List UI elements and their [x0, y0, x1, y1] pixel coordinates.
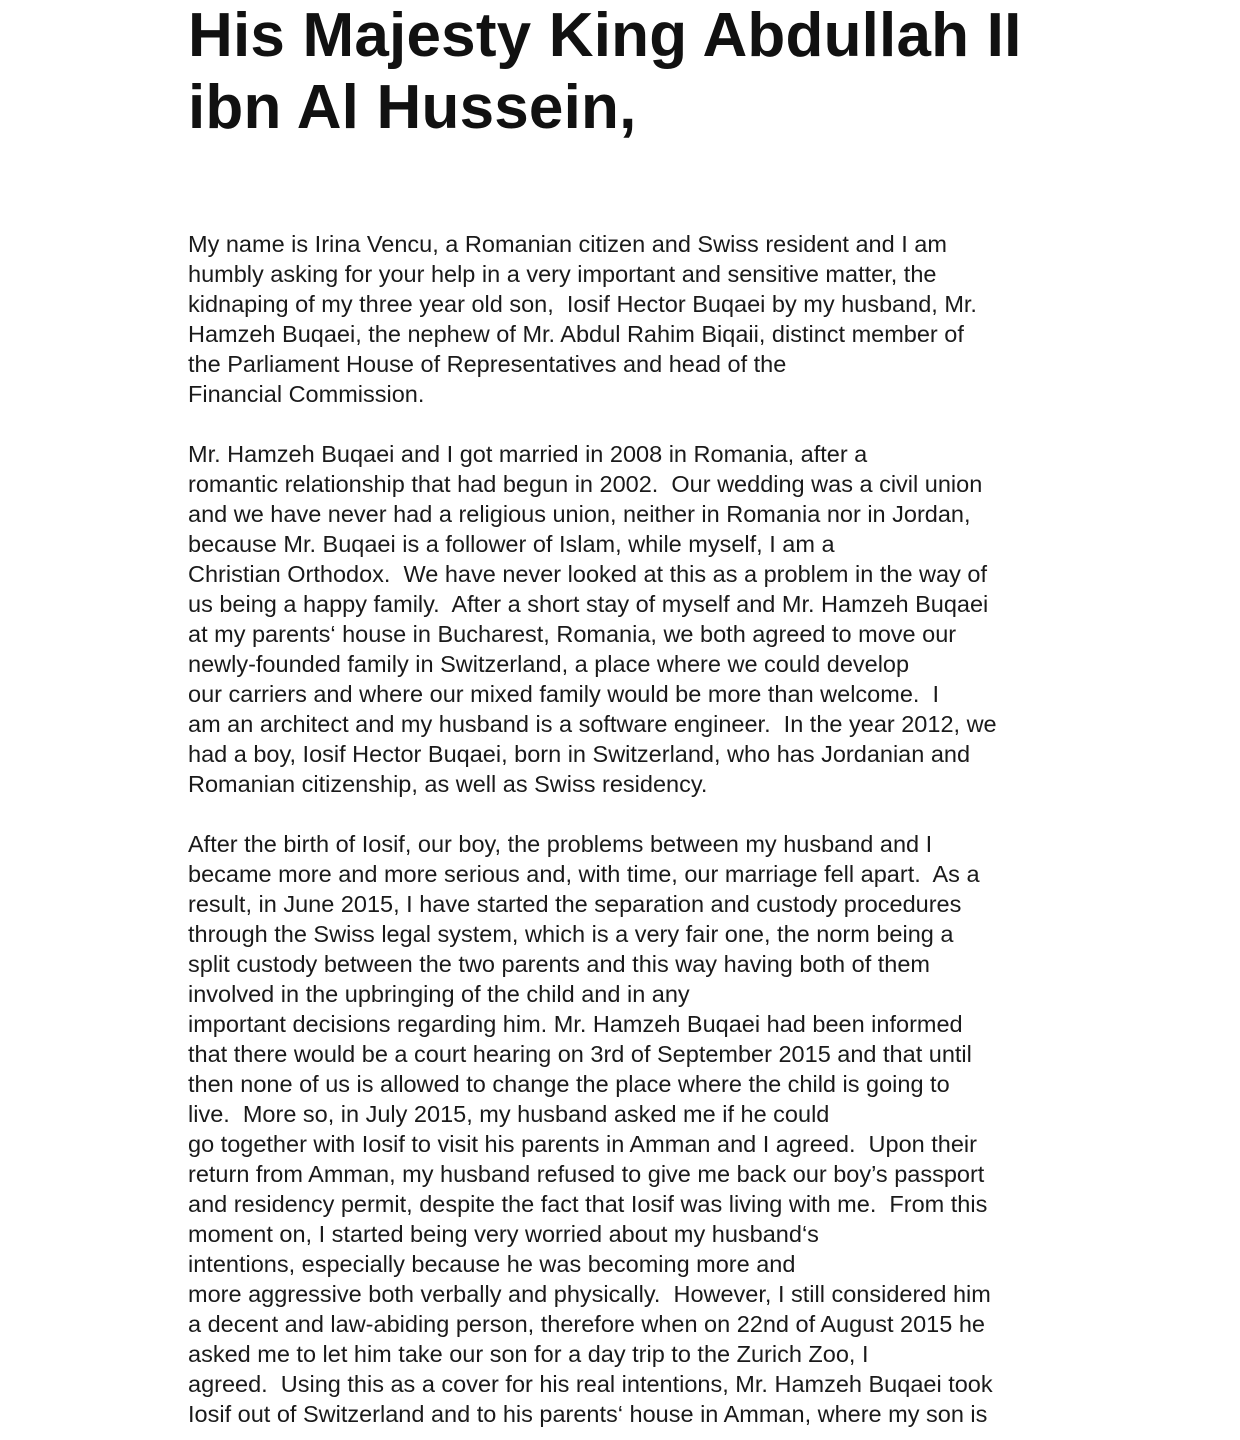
paragraph-line: Romanian citizenship, as well as Swiss residency. — [188, 771, 708, 797]
paragraph-line: return from Amman, my husband refused to give me back our boy’s passport — [188, 1161, 985, 1187]
paragraph-line: a decent and law-abiding person, therefore when on 22nd of August 2015 he — [188, 1311, 985, 1337]
paragraph-line: Iosif out of Switzerland and to his parents‘ house in Amman, where my son is — [188, 1401, 988, 1427]
paragraph-line: humbly asking for your help in a very important and sensitive matter, the — [188, 261, 937, 287]
paragraph-line: more aggressive both verbally and physically. However, I still considered him — [188, 1281, 991, 1307]
paragraph-line: go together with Iosif to visit his parents in Amman and I agreed. Upon their — [188, 1131, 977, 1157]
paragraph-line: and we have never had a religious union, neither in Romania nor in Jordan, — [188, 501, 971, 527]
paragraph-line: Financial Commission. — [188, 381, 425, 407]
paragraph-line: moment on, I started being very worried about my husband‘s — [188, 1221, 819, 1247]
paragraph-line: important decisions regarding him. Mr. Hamzeh Buqaei had been informed — [188, 1011, 963, 1037]
paragraph-line: and residency permit, despite the fact that Iosif was living with me. From this — [188, 1191, 988, 1217]
title-line: ibn Al Hussein, — [188, 73, 637, 142]
paragraph-line: through the Swiss legal system, which is a very fair one, the norm being a — [188, 921, 954, 947]
letter-body — [188, 229, 997, 1429]
paragraph — [188, 439, 997, 799]
paragraph-line: split custody between the two parents and this way having both of them — [188, 951, 930, 977]
paragraph-line: then none of us is allowed to change the place where the child is going to — [188, 1071, 950, 1097]
paragraph-line: Hamzeh Buqaei, the nephew of Mr. Abdul Rahim Biqaii, distinct member of — [188, 321, 964, 347]
paragraph-line: romantic relationship that had begun in 2002. Our wedding was a civil union — [188, 471, 983, 497]
paragraph-line: asked me to let him take our son for a day trip to the Zurich Zoo, I — [188, 1341, 869, 1367]
paragraph-line: am an architect and my husband is a software engineer. In the year 2012, we — [188, 711, 997, 737]
paragraph — [188, 229, 997, 409]
paragraph-line: became more and more serious and, with time, our marriage fell apart. As a — [188, 861, 980, 887]
paragraph-line: My name is Irina Vencu, a Romanian citizen and Swiss resident and I am — [188, 231, 947, 257]
paragraph-line: Mr. Hamzeh Buqaei and I got married in 2008 in Romania, after a — [188, 441, 868, 467]
letter-title — [188, 0, 1022, 144]
paragraph-line: our carriers and where our mixed family would be more than welcome. I — [188, 681, 940, 707]
paragraph-line: kidnaping of my three year old son, Iosif Hector Buqaei by my husband, Mr. — [188, 291, 977, 317]
paragraph-gap — [188, 409, 997, 439]
paragraph-line: us being a happy family. After a short stay of myself and Mr. Hamzeh Buqaei — [188, 591, 989, 617]
paragraph-line: live. More so, in July 2015, my husband asked me if he could — [188, 1101, 830, 1127]
title-line: His Majesty King Abdullah II — [188, 1, 1022, 70]
paragraph-line: newly-founded family in Switzerland, a place where we could develop — [188, 651, 910, 677]
paragraph-gap — [188, 799, 997, 829]
paragraph-line: After the birth of Iosif, our boy, the problems between my husband and I — [188, 831, 933, 857]
paragraph-line: involved in the upbringing of the child and in any — [188, 981, 690, 1007]
paragraph-line: Christian Orthodox. We have never looked at this as a problem in the way of — [188, 561, 987, 587]
paragraph-line: the Parliament House of Representatives and head of the — [188, 351, 787, 377]
paragraph-line: at my parents‘ house in Bucharest, Romania, we both agreed to move our — [188, 621, 957, 647]
paragraph-line: that there would be a court hearing on 3rd of September 2015 and that until — [188, 1041, 972, 1067]
paragraph — [188, 829, 997, 1429]
paragraph-line: intentions, especially because he was becoming more and — [188, 1251, 796, 1277]
paragraph-line: because Mr. Buqaei is a follower of Islam, while myself, I am a — [188, 531, 835, 557]
paragraph-line: had a boy, Iosif Hector Buqaei, born in Switzerland, who has Jordanian and — [188, 741, 971, 767]
paragraph-line: agreed. Using this as a cover for his real intentions, Mr. Hamzeh Buqaei took — [188, 1371, 993, 1397]
paragraph-line: result, in June 2015, I have started the separation and custody procedures — [188, 891, 962, 917]
